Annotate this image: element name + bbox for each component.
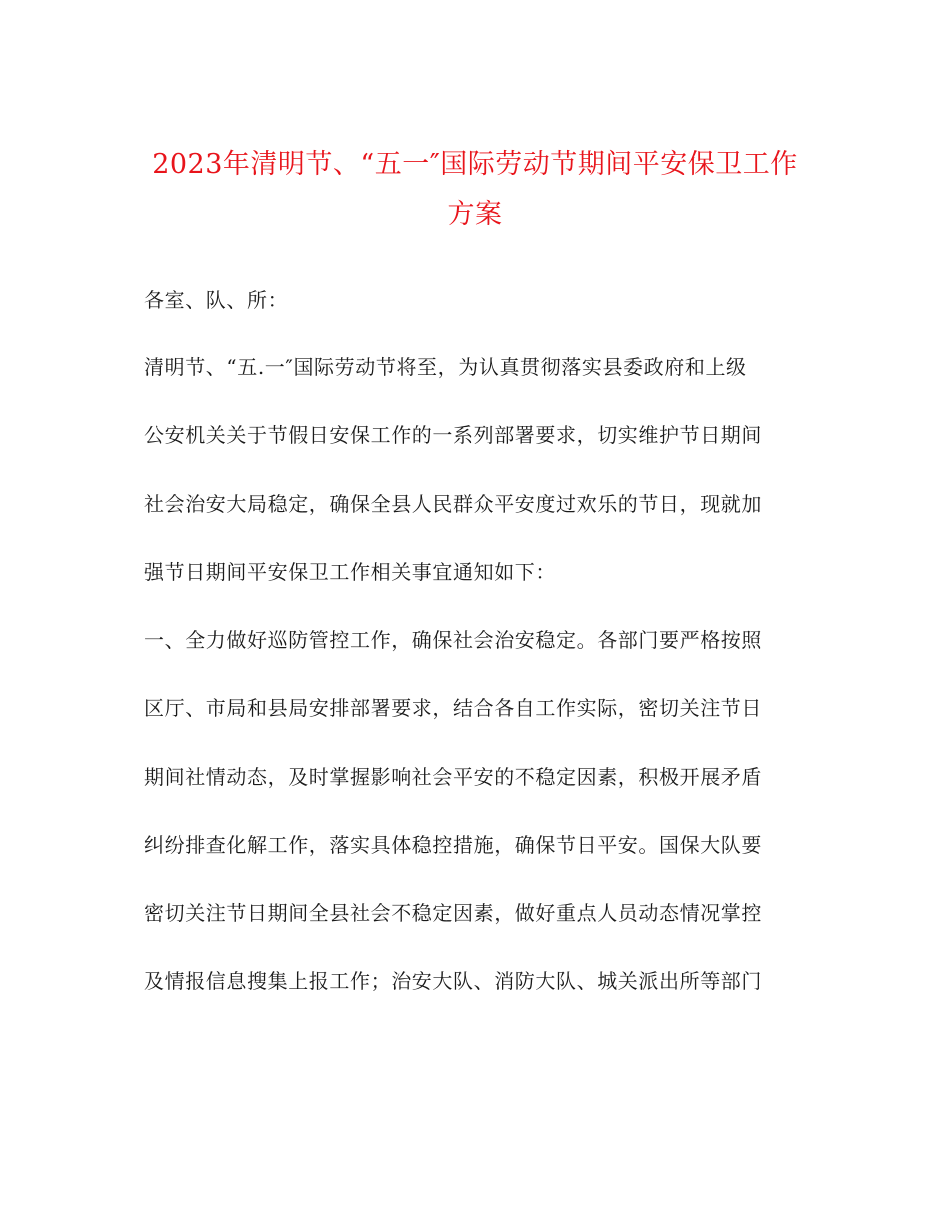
body-line-10: 及情报信息搜集上报工作；治安大队、消防大队、城关派出所等部门 [144,969,762,993]
body-line-9: 密切关注节日期间全县社会不稳定因素，做好重点人员动态情况掌控 [144,901,762,925]
title-line-1: 2023年清明节、“五一″国际劳动节期间平安保卫工作 [152,149,798,180]
body-line-6: 区厅、市局和县局安排部署要求，结合各自工作实际，密切关注节日 [144,696,762,720]
body-line-8: 纠纷排查化解工作，落实具体稳控措施，确保节日平安。国保大队要 [144,833,762,857]
title-line-2: 方案 [447,199,503,230]
body-line-1: 清明节、“五.一″国际劳动节将至，为认真贯彻落实县委政府和上级 [144,355,747,379]
body-line-4: 强节日期间平安保卫工作相关事宜通知如下： [144,560,556,584]
salutation: 各室、队、所： [144,288,289,312]
body-line-5: 一、全力做好巡防管控工作，确保社会治安稳定。各部门要严格按照 [144,628,762,652]
body-line-3: 社会治安大局稳定，确保全县人民群众平安度过欢乐的节日，现就加 [144,492,762,516]
body-line-2: 公安机关关于节假日安保工作的一系列部署要求，切实维护节日期间 [144,423,762,447]
document-title [130,140,820,240]
body-line-7: 期间社情动态，及时掌握影响社会平安的不稳定因素，积极开展矛盾 [144,765,762,789]
